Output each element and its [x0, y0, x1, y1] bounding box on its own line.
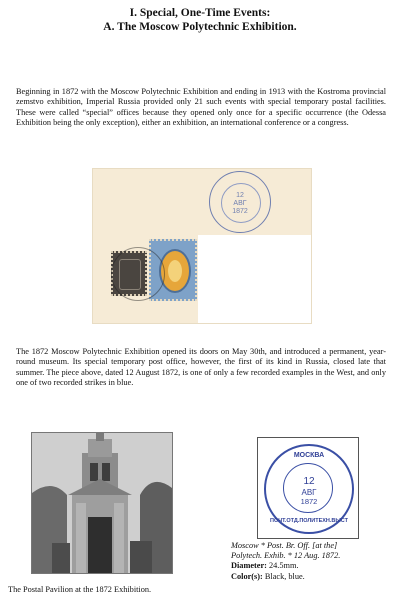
cover-postmark-day: 12 — [236, 192, 244, 199]
postmark-month: АВГ — [301, 488, 317, 497]
body-paragraph: The 1872 Moscow Polytechnic Exhibition opened its doors on May 30th, and introduced a permanent, year-round museum. Its special temporary post office, however, the first of its kind in Russia, closed late that summer. The piece above, dated 12 August 1872, is one of only a few recorded examples in the West, and only one of two recorded strikes in blue. — [16, 347, 386, 388]
pavilion-building-icon — [32, 433, 172, 573]
cover-postmark-year: 1872 — [232, 208, 248, 215]
colors-value: Black, blue. — [262, 571, 305, 581]
cover-postmark-month: АВГ — [233, 200, 247, 207]
postmark-bottom-text: ПОЧТ.ОТД.ПОЛИТЕХН.ВЫСТ — [270, 518, 348, 524]
colors-label: Color(s): — [231, 571, 263, 581]
cover-piece-postmark — [209, 171, 271, 233]
diameter-label: Diameter: — [231, 561, 267, 571]
page-title — [0, 6, 400, 34]
stamp-cancel-mark — [111, 247, 165, 301]
postal-pavilion-photo — [31, 432, 173, 574]
diameter-value: 24.5mm. — [266, 561, 299, 571]
cover-piece-blank-area — [198, 235, 311, 323]
intro-paragraph: Beginning in 1872 with the Moscow Polytechnic Exhibition and ending in 1913 with the Kostroma provincial zemstvo exhibition, Imperial Russia provided only 21 such events with special temporary postal facilities. These were called “special” offices because they opened only once for a specific occurrence (the Odessa Exhibition being the only exception), either an exhibition, an international conference or a congress. — [16, 87, 386, 128]
postmark-top-text: МОСКВА — [293, 452, 325, 459]
postmark-caption-line-1: Moscow * Post. Br. Off. [at the] — [231, 541, 338, 550]
title-line-1: I. Special, One-Time Events: — [129, 7, 271, 19]
postmark-circle-icon — [264, 444, 354, 534]
title-line-2: A. The Moscow Polytechnic Exhibition. — [103, 21, 297, 33]
postmark-year: 1872 — [300, 497, 318, 506]
postmark-enlargement — [257, 437, 359, 539]
postmark-diameter — [231, 561, 396, 571]
postmark-day: 12 — [303, 476, 315, 487]
postmark-caption-line-2: Polytech. Exhib. * 12 Aug. 1872. — [231, 551, 341, 561]
postmark-caption — [231, 541, 396, 582]
postmark-colors — [231, 572, 396, 582]
photo-caption: The Postal Pavilion at the 1872 Exhibition. — [8, 585, 152, 594]
cover-piece-image — [92, 168, 312, 324]
